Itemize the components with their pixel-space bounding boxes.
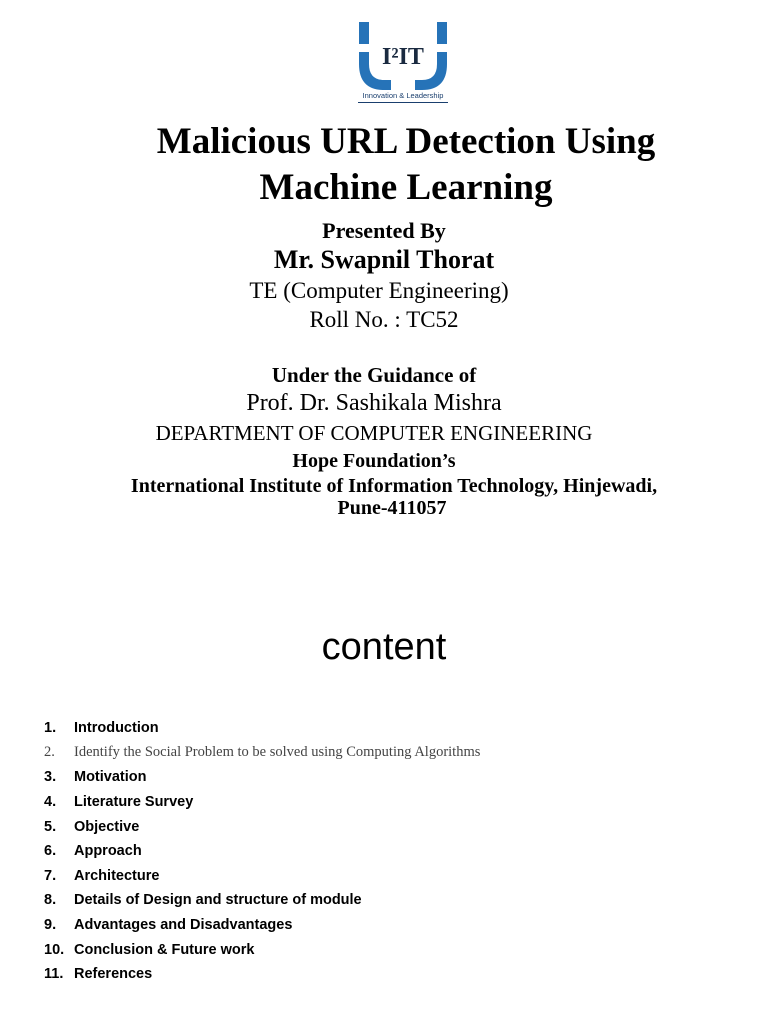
list-item [44, 814, 480, 839]
item-label: Motivation [74, 769, 147, 786]
list-item [44, 962, 480, 987]
item-label: Details of Design and structure of module [74, 892, 362, 909]
item-number: 11. [44, 966, 64, 983]
presenter-name: Mr. Swapnil Thorat [273, 245, 495, 274]
guidance-label: Under the Guidance of [271, 363, 477, 387]
title-line-1: Malicious URL Detection Using [156, 121, 656, 162]
list-item [44, 937, 480, 962]
roll-number: Roll No. : TC52 [309, 307, 459, 332]
item-number: 5. [44, 818, 57, 835]
logo-divider [358, 102, 448, 103]
guide-name: Prof. Dr. Sashikala Mishra [246, 390, 502, 416]
institute-line-1: International Institute of Information Technology, Hinjewadi, [130, 475, 658, 497]
item-number: 4. [44, 794, 57, 811]
item-label: Architecture [74, 867, 160, 884]
title-line-2: Machine Learning [259, 167, 553, 208]
item-label: Conclusion & Future work [74, 941, 255, 958]
list-item [44, 839, 480, 864]
item-label: Identify the Social Problem to be solved using Computing Algorithms [74, 744, 481, 761]
contents-heading: content [321, 626, 447, 668]
institute-line-2: Pune-411057 [337, 497, 447, 519]
item-label: Objective [74, 818, 140, 835]
contents-list [44, 716, 480, 987]
item-number: 10. [44, 941, 65, 958]
item-label: Introduction [74, 720, 159, 737]
list-item [44, 716, 480, 741]
item-number: 1. [44, 720, 57, 737]
list-item [44, 864, 480, 889]
item-label: References [74, 966, 153, 983]
item-number: 7. [44, 867, 57, 884]
item-number: 3. [44, 769, 57, 786]
item-label: Literature Survey [74, 794, 194, 811]
foundation-name: Hope Foundation’s [292, 450, 456, 472]
list-item [44, 913, 480, 938]
item-label: Advantages and Disadvantages [74, 917, 293, 934]
list-item [44, 888, 480, 913]
item-number: 6. [44, 843, 57, 860]
item-number: 9. [44, 917, 57, 934]
department-name: DEPARTMENT OF COMPUTER ENGINEERING [155, 421, 593, 445]
list-item [44, 790, 480, 815]
presenter-class: TE (Computer Engineering) [249, 278, 509, 303]
list-item [44, 741, 480, 766]
logo-text: I²IT [382, 44, 424, 70]
item-number: 2. [44, 744, 55, 761]
logo-tagline: Innovation & Leadership [362, 91, 444, 100]
item-label: Approach [74, 843, 142, 860]
presented-by-label: Presented By [322, 218, 446, 243]
list-item [44, 765, 480, 790]
item-number: 8. [44, 892, 57, 909]
